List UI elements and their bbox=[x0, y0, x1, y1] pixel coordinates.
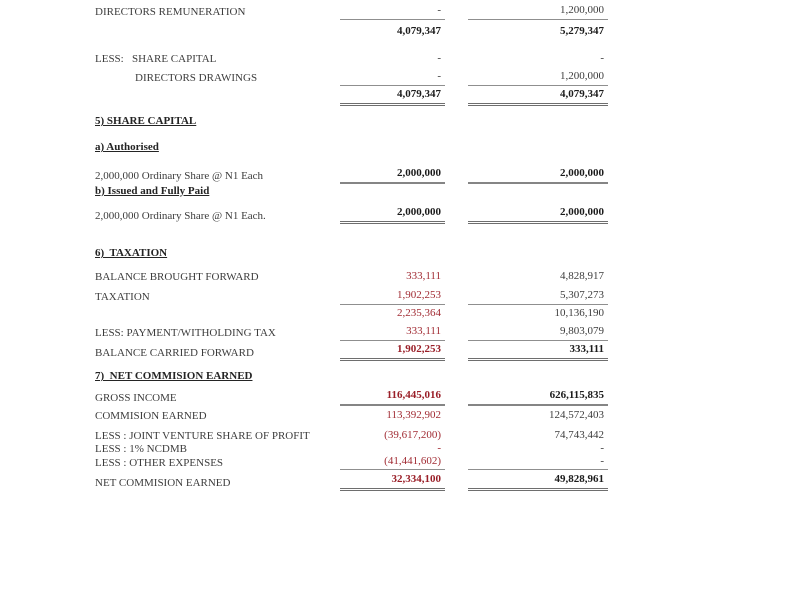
amount-col1: 333,111 bbox=[406, 270, 441, 282]
amount-col2: 74,743,442 bbox=[554, 429, 604, 441]
table-row bbox=[95, 324, 800, 339]
amount-col1: - bbox=[340, 69, 445, 86]
amount-col2: 626,115,835 bbox=[468, 388, 608, 406]
amount-col1: 2,000,000 bbox=[340, 205, 445, 224]
amount-col2: - bbox=[600, 442, 604, 454]
amount-col1: 1,902,253 bbox=[340, 342, 445, 361]
amount-col1: (39,617,200) bbox=[384, 429, 441, 441]
amount-col2: 2,000,000 bbox=[468, 205, 608, 224]
amount-col2: 49,828,961 bbox=[468, 472, 608, 491]
table-row bbox=[95, 455, 800, 468]
row-label: DIRECTORS REMUNERATION bbox=[95, 6, 246, 18]
subheading-authorised: a) Authorised bbox=[95, 141, 159, 153]
amount-col2: - bbox=[600, 52, 604, 64]
subheading-issued: b) Issued and Fully Paid bbox=[95, 185, 210, 197]
amount-col2: 10,136,190 bbox=[554, 307, 604, 319]
table-row-total bbox=[95, 87, 800, 102]
amount-col2: 9,803,079 bbox=[468, 324, 608, 341]
section-heading-net-commission: 7) NET COMMISION EARNED bbox=[95, 370, 253, 382]
row-label: 2,000,000 Ordinary Share @ N1 Each. bbox=[95, 210, 266, 222]
amount-col2: 1,200,000 bbox=[468, 69, 608, 86]
row-label: BALANCE BROUGHT FORWARD bbox=[95, 271, 259, 283]
amount-col1: - bbox=[340, 3, 445, 20]
amount-col1: 32,334,100 bbox=[340, 472, 445, 491]
row-label: LESS : 1% NCDMB bbox=[95, 443, 187, 455]
amount-col1: - bbox=[437, 442, 441, 454]
table-row-total bbox=[95, 24, 800, 39]
section-heading-taxation: 6) TAXATION bbox=[95, 247, 168, 259]
row-label: NET COMMISION EARNED bbox=[95, 477, 231, 489]
amount-col1: 4,079,347 bbox=[397, 25, 441, 37]
table-row bbox=[95, 408, 800, 423]
table-row bbox=[95, 51, 800, 66]
table-row bbox=[95, 429, 800, 442]
table-row bbox=[95, 3, 800, 18]
amount-col2: 2,000,000 bbox=[468, 166, 608, 184]
row-label: COMMISION EARNED bbox=[95, 410, 207, 422]
amount-col2: 4,079,347 bbox=[468, 87, 608, 106]
table-row-total bbox=[95, 342, 800, 357]
table-row bbox=[95, 269, 800, 284]
amount-col2: 333,111 bbox=[468, 342, 608, 361]
amount-col1: 113,392,902 bbox=[386, 409, 441, 421]
table-row-total bbox=[95, 166, 800, 181]
amount-col1: 333,111 bbox=[340, 324, 445, 341]
table-row bbox=[95, 306, 800, 321]
amount-col1: 2,000,000 bbox=[340, 166, 445, 184]
row-label: LESS : JOINT VENTURE SHARE OF PROFIT bbox=[95, 430, 310, 442]
amount-col2: 5,307,273 bbox=[468, 288, 608, 305]
row-label: TAXATION bbox=[95, 291, 150, 303]
table-row-total bbox=[95, 472, 800, 487]
table-row bbox=[95, 69, 800, 84]
section-heading-share-capital: 5) SHARE CAPITAL bbox=[95, 115, 197, 127]
row-label: BALANCE CARRIED FORWARD bbox=[95, 347, 254, 359]
amount-col1: 1,902,253 bbox=[340, 288, 445, 305]
row-label: GROSS INCOME bbox=[95, 392, 177, 404]
amount-col2: 5,279,347 bbox=[560, 25, 604, 37]
row-label: 2,000,000 Ordinary Share @ N1 Each bbox=[95, 170, 264, 182]
amount-col2: - bbox=[468, 455, 608, 470]
table-row bbox=[95, 442, 800, 455]
table-row-total bbox=[95, 388, 800, 403]
table-row-total bbox=[95, 205, 800, 220]
amount-col1: (41,441,602) bbox=[340, 455, 445, 470]
table-row bbox=[95, 288, 800, 303]
row-label: LESS: SHARE CAPITAL bbox=[95, 53, 217, 65]
row-label: LESS : OTHER EXPENSES bbox=[95, 457, 224, 469]
amount-col1: 116,445,016 bbox=[340, 388, 445, 406]
amount-col1: 2,235,364 bbox=[397, 307, 441, 319]
row-label: DIRECTORS DRAWINGS bbox=[135, 72, 258, 84]
amount-col2: 4,828,917 bbox=[560, 270, 604, 282]
amount-col2: 124,572,403 bbox=[549, 409, 604, 421]
amount-col1: 4,079,347 bbox=[340, 87, 445, 106]
amount-col2: 1,200,000 bbox=[468, 3, 608, 20]
amount-col1: - bbox=[437, 52, 441, 64]
row-label: LESS: PAYMENT/WITHOLDING TAX bbox=[95, 327, 276, 339]
